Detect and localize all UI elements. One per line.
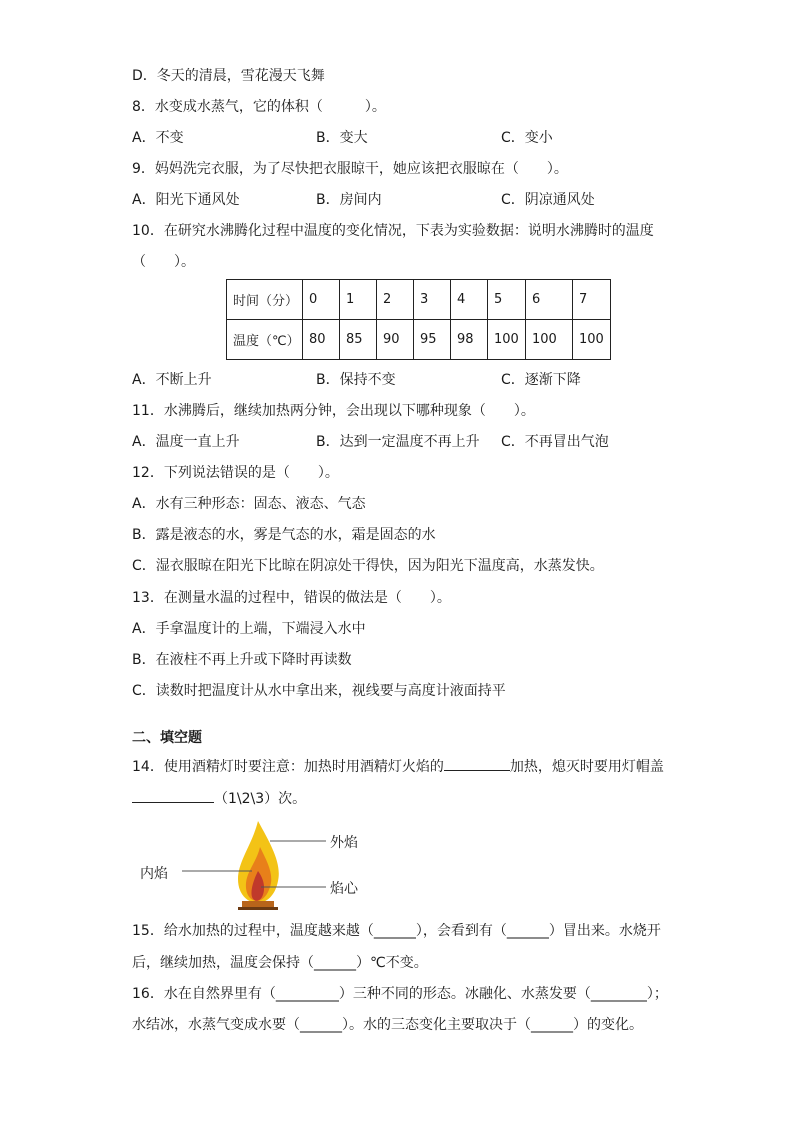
inner-flame-label: 内焰 xyxy=(140,866,168,882)
table-cell: 1 xyxy=(340,280,377,320)
flame-core-label: 焰心 xyxy=(330,881,358,897)
table-cell: 4 xyxy=(451,280,488,320)
q9-option-a: A．阳光下通风处 xyxy=(132,192,240,208)
table-cell: 98 xyxy=(451,320,488,360)
q13-option-a: A．手拿温度计的上端，下端浸入水中 xyxy=(132,621,366,637)
q12-option-a: A．水有三种形态：固态、液态、气态 xyxy=(132,496,366,512)
q15-line2: 后，继续加热，温度会保持（______）℃不变。 xyxy=(132,955,428,971)
q14-text-part2: 加热，熄灭时要用灯帽盖 xyxy=(509,759,664,775)
q12-question: 12．下列说法错误的是（ ）。 xyxy=(132,465,339,481)
q13-option-c: C．读数时把温度计从水中拿出来，视线要与高度计液面持平 xyxy=(132,683,506,699)
table-cell: 80 xyxy=(303,320,340,360)
q8-option-b: B．变大 xyxy=(316,130,368,146)
temp-header-cell: 温度（℃） xyxy=(227,320,303,360)
table-cell: 2 xyxy=(377,280,414,320)
q10-option-a: A．不断上升 xyxy=(132,372,212,388)
q10-question-cont: （ ）。 xyxy=(132,254,195,270)
q14-text-part3: （1\2\3）次。 xyxy=(214,791,307,807)
q14-line2 xyxy=(132,787,306,807)
q9-option-c: C．阴凉通风处 xyxy=(501,192,595,208)
q11-option-b: B．达到一定温度不再上升 xyxy=(316,434,480,450)
q14-line1 xyxy=(132,755,664,775)
table-cell: 3 xyxy=(414,280,451,320)
table-cell: 95 xyxy=(414,320,451,360)
table-cell: 100 xyxy=(526,320,573,360)
table-cell: 100 xyxy=(488,320,526,360)
table-cell: 5 xyxy=(488,280,526,320)
table-cell: 90 xyxy=(377,320,414,360)
q16-line2: 水结冰，水蒸气变成水要（______）。水的三态变化主要取决于（______）的变化。 xyxy=(132,1017,643,1033)
alcohol-lamp-flame-diagram xyxy=(130,815,390,915)
table-cell: 0 xyxy=(303,280,340,320)
outer-flame-label: 外焰 xyxy=(330,835,358,851)
table-cell: 7 xyxy=(573,280,611,320)
q10-question: 10．在研究水沸腾化过程中温度的变化情况，下表为实验数据：说明水沸腾时的温度 xyxy=(132,223,654,239)
q15-line1: 15．给水加热的过程中，温度越来越（______），会看到有（______）冒出来。水烧开 xyxy=(132,923,661,939)
q9-question: 9．妈妈洗完衣服，为了尽快把衣服晾干，她应该把衣服晾在（ ）。 xyxy=(132,161,568,177)
q16-line1: 16．水在自然界里有（_________）三种不同的形态。冰融化、水蒸发要（________）； xyxy=(132,986,668,1002)
q13-question: 13．在测量水温的过程中，错误的做法是（ ）。 xyxy=(132,590,451,606)
section-title-fill-in: 二、填空题 xyxy=(132,730,202,746)
table-row xyxy=(227,280,611,320)
table-cell: 100 xyxy=(573,320,611,360)
q8-option-c: C．变小 xyxy=(501,130,553,146)
q14-blank-2[interactable] xyxy=(132,787,214,803)
q11-option-a: A．温度一直上升 xyxy=(132,434,240,450)
q7-option-d: D．冬天的清晨，雪花漫天飞舞 xyxy=(132,68,325,84)
time-header-cell: 时间（分） xyxy=(227,280,303,320)
table-cell: 85 xyxy=(340,320,377,360)
q12-option-c: C．湿衣服晾在阳光下比晾在阴凉处干得快，因为阳光下温度高，水蒸发快。 xyxy=(132,558,604,574)
q11-option-c: C．不再冒出气泡 xyxy=(501,434,609,450)
table-cell: 6 xyxy=(526,280,573,320)
q8-question: 8．水变成水蒸气，它的体积（ ）。 xyxy=(132,99,386,115)
q11-question: 11．水沸腾后，继续加热两分钟，会出现以下哪种现象（ ）。 xyxy=(132,403,535,419)
q12-option-b: B．露是液态的水，雾是气态的水，霜是固态的水 xyxy=(132,527,436,543)
boiling-data-table xyxy=(226,279,611,360)
q10-option-c: C．逐渐下降 xyxy=(501,372,581,388)
q10-option-b: B．保持不变 xyxy=(316,372,396,388)
q8-option-a: A．不变 xyxy=(132,130,184,146)
flame-icon xyxy=(130,815,390,915)
q13-option-b: B．在液柱不再上升或下降时再读数 xyxy=(132,652,352,668)
q14-text-part1: 14．使用酒精灯时要注意：加热时用酒精灯火焰的 xyxy=(132,759,444,775)
table-row xyxy=(227,320,611,360)
q14-blank-1[interactable] xyxy=(444,755,510,771)
q9-option-b: B．房间内 xyxy=(316,192,382,208)
